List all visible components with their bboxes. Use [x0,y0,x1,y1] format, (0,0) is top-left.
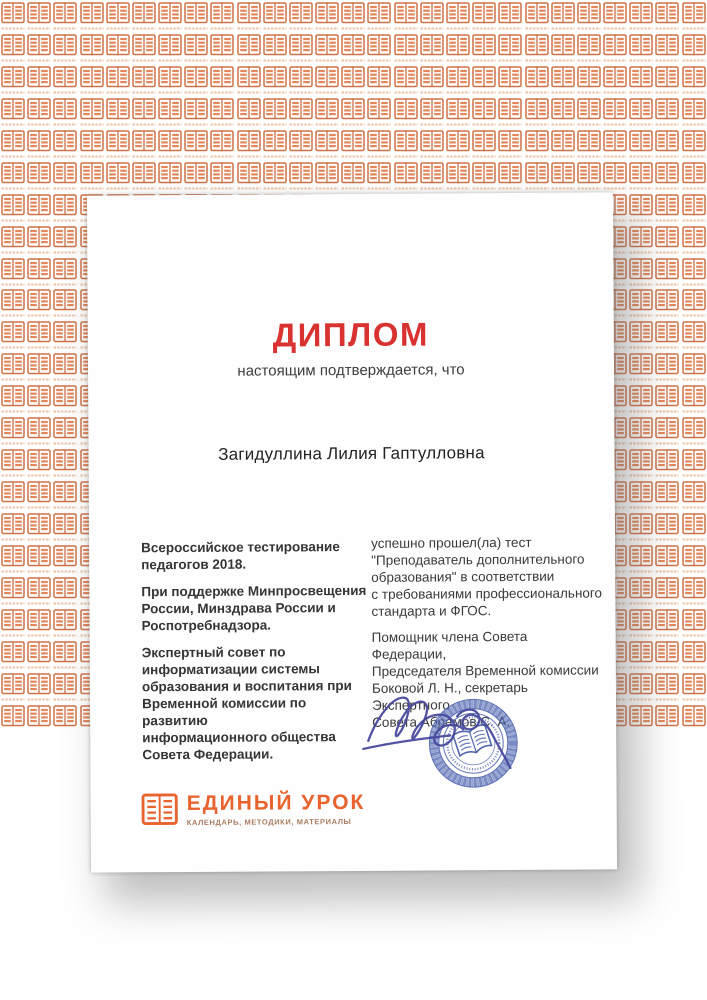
book-pattern-tile-icon [628,256,654,288]
book-pattern-tile-icon [680,0,706,32]
book-pattern-tile-icon [209,0,235,32]
book-pattern-tile-icon [393,0,419,32]
footer-logo [141,790,366,829]
book-pattern-tile-icon [0,447,26,479]
book-pattern-tile-icon [680,671,706,703]
book-pattern-tile-icon [183,96,209,128]
book-pattern-tile-icon [52,479,78,511]
book-pattern-tile-icon [523,32,549,64]
book-pattern-tile-icon [236,0,262,32]
book-pattern-tile-icon [288,0,314,32]
book-pattern-tile-icon [105,0,131,32]
book-pattern-tile-icon [680,639,706,671]
book-pattern-tile-icon [0,671,26,703]
book-pattern-tile-icon [654,224,680,256]
book-pattern-tile-icon [471,32,497,64]
book-pattern-tile-icon [0,415,26,447]
book-pattern-tile-icon [654,671,680,703]
book-pattern-tile-icon [79,32,105,64]
book-pattern-tile-icon [497,64,523,96]
book-pattern-tile-icon [131,128,157,160]
certificate-subtitle: настоящим подтверждается, что [237,361,465,380]
book-pattern-tile-icon [654,192,680,224]
book-pattern-tile-icon [602,64,628,96]
book-pattern-tile-icon [628,224,654,256]
book-pattern-tile-icon [576,32,602,64]
book-pattern-tile-icon [654,160,680,192]
book-pattern-tile-icon [628,607,654,639]
book-pattern-tile-icon [157,96,183,128]
book-pattern-tile-icon [314,64,340,96]
book-pattern-tile-icon [497,0,523,32]
book-pattern-tile-icon [419,0,445,32]
book-pattern-tile-icon [314,128,340,160]
book-pattern-tile-icon [52,639,78,671]
book-pattern-tile-icon [52,575,78,607]
book-pattern-tile-icon [680,415,706,447]
book-pattern-tile-icon [497,128,523,160]
signature-icon [360,688,516,779]
book-pattern-tile-icon [314,32,340,64]
book-pattern-tile-icon [79,128,105,160]
book-pattern-tile-icon [628,96,654,128]
logo-book-icon [141,791,179,829]
book-pattern-tile-icon [680,351,706,383]
book-pattern-tile-icon [183,0,209,32]
book-pattern-tile-icon [314,0,340,32]
book-pattern-tile-icon [654,128,680,160]
book-pattern-tile-icon [0,543,26,575]
book-pattern-tile-icon [0,64,26,96]
book-pattern-tile-icon [471,96,497,128]
book-pattern-tile-icon [236,128,262,160]
book-pattern-tile-icon [0,0,26,32]
book-pattern-tile-icon [26,224,52,256]
book-pattern-tile-icon [0,383,26,415]
book-pattern-tile-icon [236,32,262,64]
book-pattern-tile-icon [52,511,78,543]
book-pattern-tile-icon [471,64,497,96]
book-pattern-tile-icon [26,415,52,447]
book-pattern-tile-icon [445,0,471,32]
book-pattern-tile-icon [209,160,235,192]
book-pattern-tile-icon [576,128,602,160]
book-pattern-tile-icon [26,319,52,351]
book-pattern-tile-icon [262,160,288,192]
book-pattern-tile-icon [288,64,314,96]
book-pattern-tile-icon [26,256,52,288]
book-pattern-tile-icon [366,96,392,128]
book-pattern-tile-icon [523,160,549,192]
certificate-card [87,192,617,872]
book-pattern-tile-icon [366,128,392,160]
book-pattern-tile-icon [628,64,654,96]
book-pattern-tile-icon [628,383,654,415]
book-pattern-tile-icon [680,511,706,543]
book-pattern-tile-icon [0,607,26,639]
book-pattern-tile-icon [628,511,654,543]
book-pattern-tile-icon [26,287,52,319]
book-pattern-tile-icon [52,32,78,64]
book-pattern-tile-icon [131,32,157,64]
book-pattern-tile-icon [680,96,706,128]
book-pattern-tile-icon [52,351,78,383]
book-pattern-tile-icon [0,32,26,64]
book-pattern-tile-icon [0,192,26,224]
book-pattern-tile-icon [366,64,392,96]
book-pattern-tile-icon [26,64,52,96]
book-pattern-tile-icon [497,96,523,128]
book-pattern-tile-icon [366,0,392,32]
book-pattern-tile-icon [0,479,26,511]
book-pattern-tile-icon [0,160,26,192]
book-pattern-tile-icon [366,32,392,64]
book-pattern-tile-icon [288,128,314,160]
book-pattern-tile-icon [445,32,471,64]
book-pattern-tile-icon [445,128,471,160]
book-pattern-tile-icon [628,703,654,727]
book-pattern-tile-icon [209,128,235,160]
book-pattern-tile-icon [26,607,52,639]
right-paragraph-1: успешно прошел(ла) тест "Преподаватель дополнительного образования" в соответствии с требованиями профессионального стандарта и ФГОС. [371,534,603,619]
book-pattern-tile-icon [183,128,209,160]
book-pattern-tile-icon [680,319,706,351]
book-pattern-tile-icon [26,32,52,64]
book-pattern-tile-icon [0,351,26,383]
book-pattern-tile-icon [288,160,314,192]
book-pattern-tile-icon [209,96,235,128]
book-pattern-tile-icon [105,96,131,128]
book-pattern-tile-icon [26,128,52,160]
book-pattern-tile-icon [602,32,628,64]
book-pattern-tile-icon [680,607,706,639]
book-pattern-tile-icon [52,287,78,319]
book-pattern-tile-icon [550,32,576,64]
book-pattern-tile-icon [654,32,680,64]
book-pattern-tile-icon [419,160,445,192]
right-paragraph-2: Помощник члена Совета Федерации, Председателя Временной комиссии Боковой Л. Н., секретарь Экспертного Совета Абрамов С. А. [371,628,599,730]
book-pattern-tile-icon [340,0,366,32]
book-pattern-tile-icon [419,64,445,96]
book-pattern-tile-icon [550,64,576,96]
book-pattern-tile-icon [576,96,602,128]
book-pattern-tile-icon [628,160,654,192]
book-pattern-tile-icon [654,511,680,543]
book-pattern-tile-icon [680,575,706,607]
book-pattern-tile-icon [628,319,654,351]
recipient-name: Загидуллина Лилия Гаптулловна [218,443,485,464]
book-pattern-tile-icon [0,96,26,128]
book-pattern-tile-icon [0,319,26,351]
book-pattern-tile-icon [52,0,78,32]
book-pattern-tile-icon [0,703,26,727]
book-pattern-tile-icon [105,128,131,160]
book-pattern-tile-icon [628,287,654,319]
book-pattern-tile-icon [445,64,471,96]
book-pattern-tile-icon [680,383,706,415]
book-pattern-tile-icon [602,96,628,128]
book-pattern-tile-icon [79,160,105,192]
book-pattern-tile-icon [576,0,602,32]
book-pattern-tile-icon [523,128,549,160]
book-pattern-tile-icon [26,160,52,192]
book-pattern-tile-icon [183,160,209,192]
book-pattern-tile-icon [26,511,52,543]
book-pattern-tile-icon [680,32,706,64]
book-pattern-tile-icon [654,415,680,447]
book-pattern-tile-icon [0,256,26,288]
book-pattern-tile-icon [497,160,523,192]
book-pattern-tile-icon [236,64,262,96]
book-pattern-tile-icon [288,96,314,128]
book-pattern-tile-icon [26,447,52,479]
book-pattern-tile-icon [550,0,576,32]
book-pattern-tile-icon [628,639,654,671]
book-pattern-tile-icon [393,32,419,64]
book-pattern-tile-icon [26,479,52,511]
book-pattern-tile-icon [680,287,706,319]
book-pattern-tile-icon [157,64,183,96]
book-pattern-tile-icon [654,639,680,671]
book-pattern-tile-icon [52,192,78,224]
book-pattern-tile-icon [52,64,78,96]
book-pattern-tile-icon [393,128,419,160]
book-pattern-tile-icon [680,447,706,479]
book-pattern-tile-icon [680,703,706,727]
logo-tagline: КАЛЕНДАРЬ, МЕТОДИКИ, МАТЕРИАЛЫ [186,817,352,828]
book-pattern-tile-icon [209,32,235,64]
book-pattern-tile-icon [654,447,680,479]
book-pattern-tile-icon [680,224,706,256]
book-pattern-tile-icon [654,64,680,96]
book-pattern-tile-icon [26,351,52,383]
book-pattern-tile-icon [26,0,52,32]
book-pattern-tile-icon [26,96,52,128]
book-pattern-tile-icon [602,0,628,32]
book-pattern-tile-icon [419,32,445,64]
book-pattern-tile-icon [105,32,131,64]
book-pattern-tile-icon [654,607,680,639]
book-pattern-tile-icon [157,160,183,192]
book-pattern-tile-icon [366,160,392,192]
book-pattern-tile-icon [445,96,471,128]
book-pattern-tile-icon [340,96,366,128]
book-pattern-tile-icon [131,96,157,128]
book-pattern-tile-icon [52,543,78,575]
book-pattern-tile-icon [52,383,78,415]
book-pattern-tile-icon [654,543,680,575]
book-pattern-tile-icon [105,160,131,192]
book-pattern-tile-icon [680,256,706,288]
book-pattern-tile-icon [602,160,628,192]
book-pattern-tile-icon [654,256,680,288]
book-pattern-tile-icon [52,319,78,351]
book-pattern-tile-icon [131,64,157,96]
book-pattern-tile-icon [340,32,366,64]
book-pattern-tile-icon [262,32,288,64]
book-pattern-tile-icon [0,639,26,671]
book-pattern-tile-icon [0,128,26,160]
book-pattern-tile-icon [523,96,549,128]
book-pattern-tile-icon [26,192,52,224]
book-pattern-tile-icon [654,287,680,319]
book-pattern-tile-icon [340,128,366,160]
book-pattern-tile-icon [654,351,680,383]
book-pattern-tile-icon [26,543,52,575]
book-pattern-tile-icon [680,543,706,575]
book-pattern-tile-icon [26,671,52,703]
book-pattern-tile-icon [628,0,654,32]
book-pattern-tile-icon [157,32,183,64]
book-pattern-tile-icon [52,447,78,479]
book-pattern-tile-icon [523,64,549,96]
book-pattern-tile-icon [628,415,654,447]
book-pattern-tile-icon [52,224,78,256]
book-pattern-tile-icon [262,96,288,128]
book-pattern-tile-icon [680,64,706,96]
book-pattern-tile-icon [628,192,654,224]
book-pattern-tile-icon [550,96,576,128]
book-pattern-tile-icon [602,128,628,160]
book-pattern-tile-icon [209,64,235,96]
book-pattern-tile-icon [471,160,497,192]
book-pattern-tile-icon [393,160,419,192]
book-pattern-tile-icon [628,543,654,575]
book-pattern-tile-icon [393,96,419,128]
book-pattern-tile-icon [550,128,576,160]
book-pattern-tile-icon [628,128,654,160]
book-pattern-tile-icon [628,479,654,511]
book-pattern-tile-icon [262,64,288,96]
book-pattern-tile-icon [52,160,78,192]
book-pattern-tile-icon [471,0,497,32]
book-pattern-tile-icon [131,160,157,192]
book-pattern-tile-icon [340,64,366,96]
book-pattern-tile-icon [419,96,445,128]
book-pattern-tile-icon [628,671,654,703]
book-pattern-tile-icon [131,0,157,32]
book-pattern-tile-icon [0,575,26,607]
logo-text [187,792,366,827]
book-pattern-tile-icon [183,64,209,96]
book-pattern-tile-icon [654,479,680,511]
left-column [141,535,372,763]
book-pattern-tile-icon [157,128,183,160]
book-pattern-tile-icon [314,160,340,192]
book-pattern-tile-icon [236,96,262,128]
book-pattern-tile-icon [105,64,131,96]
book-pattern-tile-icon [680,192,706,224]
book-pattern-tile-icon [52,607,78,639]
book-pattern-tile-icon [236,160,262,192]
book-pattern-tile-icon [26,703,52,727]
book-pattern-tile-icon [680,128,706,160]
book-pattern-tile-icon [52,671,78,703]
book-pattern-tile-icon [26,575,52,607]
book-pattern-tile-icon [497,32,523,64]
left-paragraph-1: Всероссийское тестирование педагогов 2018. [141,539,340,573]
left-paragraph-2: При поддержке Минпросвещения России, Минздрава России и Роспотребнадзора. [141,582,367,634]
book-pattern-tile-icon [79,96,105,128]
book-pattern-tile-icon [628,575,654,607]
book-pattern-tile-icon [654,96,680,128]
book-pattern-tile-icon [393,64,419,96]
book-pattern-tile-icon [79,64,105,96]
book-pattern-tile-icon [26,383,52,415]
logo-name: ЕДИНЫЙ УРОК [186,790,366,816]
book-pattern-tile-icon [52,415,78,447]
book-pattern-tile-icon [52,703,78,727]
book-pattern-tile-icon [445,160,471,192]
book-pattern-tile-icon [79,0,105,32]
certificate-title: ДИПЛОМ [272,315,430,354]
book-pattern-tile-icon [157,0,183,32]
book-pattern-tile-icon [314,96,340,128]
book-pattern-tile-icon [628,32,654,64]
book-pattern-tile-icon [680,160,706,192]
book-pattern-tile-icon [26,639,52,671]
book-pattern-tile-icon [0,511,26,543]
book-pattern-tile-icon [550,160,576,192]
book-pattern-tile-icon [52,256,78,288]
book-pattern-tile-icon [0,224,26,256]
book-pattern-tile-icon [52,128,78,160]
book-pattern-tile-icon [654,703,680,727]
book-pattern-tile-icon [523,0,549,32]
book-pattern-tile-icon [288,32,314,64]
book-pattern-tile-icon [628,351,654,383]
book-pattern-tile-icon [576,160,602,192]
book-pattern-tile-icon [419,128,445,160]
book-pattern-tile-icon [471,128,497,160]
book-pattern-tile-icon [52,96,78,128]
book-pattern-tile-icon [340,160,366,192]
book-pattern-tile-icon [628,447,654,479]
book-pattern-tile-icon [654,383,680,415]
book-pattern-tile-icon [576,64,602,96]
book-pattern-tile-icon [654,575,680,607]
book-pattern-tile-icon [0,287,26,319]
book-pattern-tile-icon [680,479,706,511]
book-pattern-tile-icon [262,128,288,160]
book-pattern-tile-icon [654,0,680,32]
left-paragraph-3: Экспертный совет по информатизации системы образования и воспитания при Временной комиссии по развитию информационного общества Совета Федерации. [141,644,352,763]
book-pattern-tile-icon [654,319,680,351]
book-pattern-tile-icon [262,0,288,32]
book-pattern-tile-icon [183,32,209,64]
